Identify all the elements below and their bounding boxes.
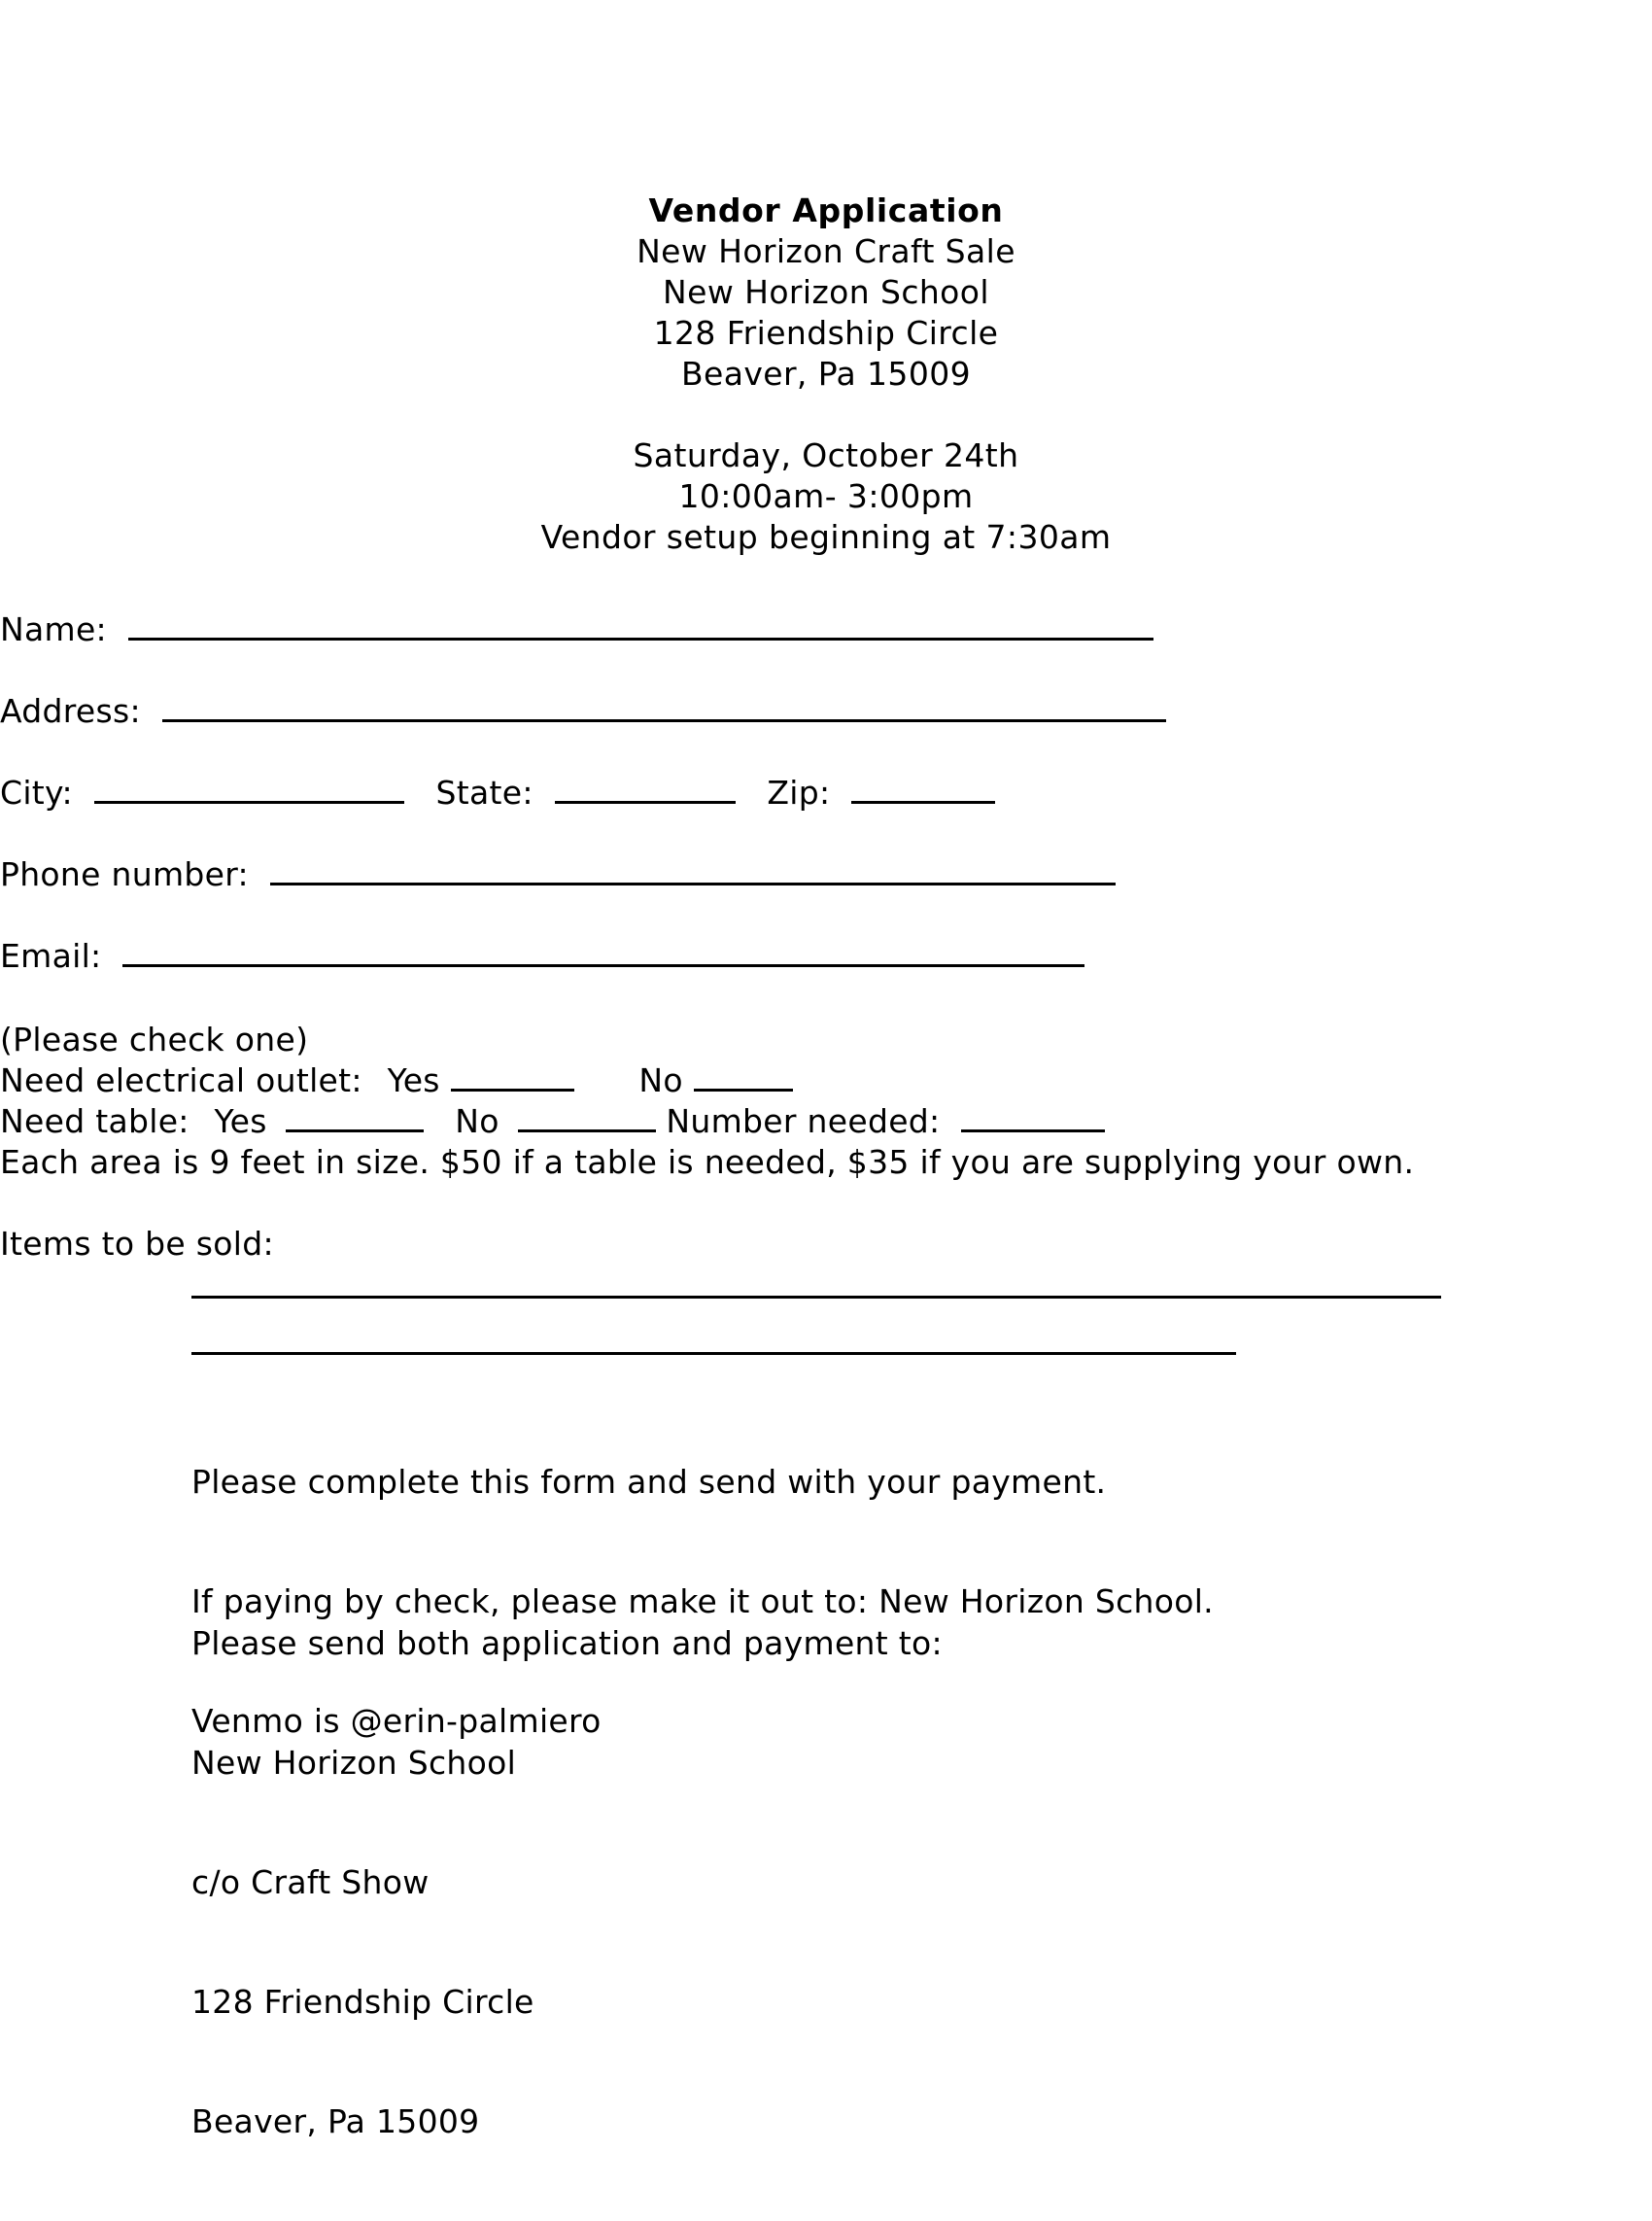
number-needed-rule[interactable] xyxy=(961,1104,1105,1132)
electrical-yes-rule[interactable] xyxy=(451,1063,574,1092)
items-input-rule-2[interactable] xyxy=(191,1352,1236,1355)
header-line-organization: New Horizon School xyxy=(663,273,989,311)
electrical-no-label: No xyxy=(638,1061,683,1099)
mailing-address-block xyxy=(191,1544,943,2221)
table-no-label: No xyxy=(455,1102,499,1140)
electrical-outlet-label: Need electrical outlet: xyxy=(0,1061,362,1099)
address-input-rule[interactable] xyxy=(162,694,1166,722)
header-line-city-state-zip: Beaver, Pa 15009 xyxy=(680,355,972,393)
header-line-event-name: New Horizon Craft Sale xyxy=(637,232,1015,270)
field-row-email xyxy=(0,939,1084,974)
table-no-rule[interactable] xyxy=(518,1104,656,1132)
mailing-line-attention: c/o Craft Show xyxy=(191,1863,430,1901)
mailing-line-street: 128 Friendship Circle xyxy=(191,1983,534,2021)
event-details xyxy=(0,435,1652,558)
event-hours: 10:00am- 3:00pm xyxy=(678,477,974,515)
need-table-label: Need table: xyxy=(0,1102,189,1140)
instruction-line-venmo: Venmo is @erin-palmiero xyxy=(191,1702,602,1740)
field-row-city-state-zip xyxy=(0,776,995,811)
phone-input-rule[interactable] xyxy=(270,857,1116,885)
field-row-need-table xyxy=(0,1104,1105,1139)
mailing-line-send-to: Please send both application and payment to: xyxy=(191,1624,943,1662)
items-to-be-sold-label: Items to be sold: xyxy=(0,1225,274,1263)
field-row-items-to-be-sold xyxy=(0,1227,274,1262)
electrical-no-rule[interactable] xyxy=(694,1063,793,1092)
zip-input-rule[interactable] xyxy=(851,776,995,804)
pricing-note xyxy=(0,1145,1414,1180)
zip-label: Zip: xyxy=(767,774,831,812)
pricing-note-text: Each area is 9 feet in size. $50 if a table is needed, $35 if you are supplying your own. xyxy=(0,1143,1415,1181)
document-header xyxy=(0,191,1652,395)
field-row-phone xyxy=(0,857,1116,892)
email-input-rule[interactable] xyxy=(122,939,1084,967)
city-input-rule[interactable] xyxy=(94,776,404,804)
address-label: Address: xyxy=(0,692,141,730)
name-label: Name: xyxy=(0,610,107,648)
header-line-street: 128 Friendship Circle xyxy=(653,314,999,352)
field-row-name xyxy=(0,612,1153,647)
table-yes-rule[interactable] xyxy=(286,1104,424,1132)
instruction-line-check-payable: If paying by check, please make it out to: New Horizon School. xyxy=(191,1582,1214,1620)
name-input-rule[interactable] xyxy=(128,612,1153,641)
electrical-yes-label: Yes xyxy=(387,1061,440,1099)
state-label: State: xyxy=(435,774,533,812)
city-label: City: xyxy=(0,774,73,812)
event-date: Saturday, October 24th xyxy=(633,436,1019,474)
check-one-instruction xyxy=(0,1023,308,1058)
number-needed-label: Number needed: xyxy=(666,1102,941,1140)
table-yes-label: Yes xyxy=(214,1102,267,1140)
items-input-rule-1[interactable] xyxy=(191,1296,1441,1299)
mailing-line-organization: New Horizon School xyxy=(191,1744,517,1782)
mailing-line-city-state-zip: Beaver, Pa 15009 xyxy=(191,2102,480,2140)
check-one-label: (Please check one) xyxy=(0,1021,309,1058)
state-input-rule[interactable] xyxy=(555,776,736,804)
field-row-address xyxy=(0,694,1166,729)
instruction-line-complete-form: Please complete this form and send with your payment. xyxy=(191,1463,1107,1501)
email-label: Email: xyxy=(0,937,102,975)
page-title: Vendor Application xyxy=(648,191,1004,229)
event-setup-time: Vendor setup beginning at 7:30am xyxy=(540,518,1112,556)
field-row-electrical-outlet xyxy=(0,1063,793,1098)
phone-label: Phone number: xyxy=(0,855,249,893)
